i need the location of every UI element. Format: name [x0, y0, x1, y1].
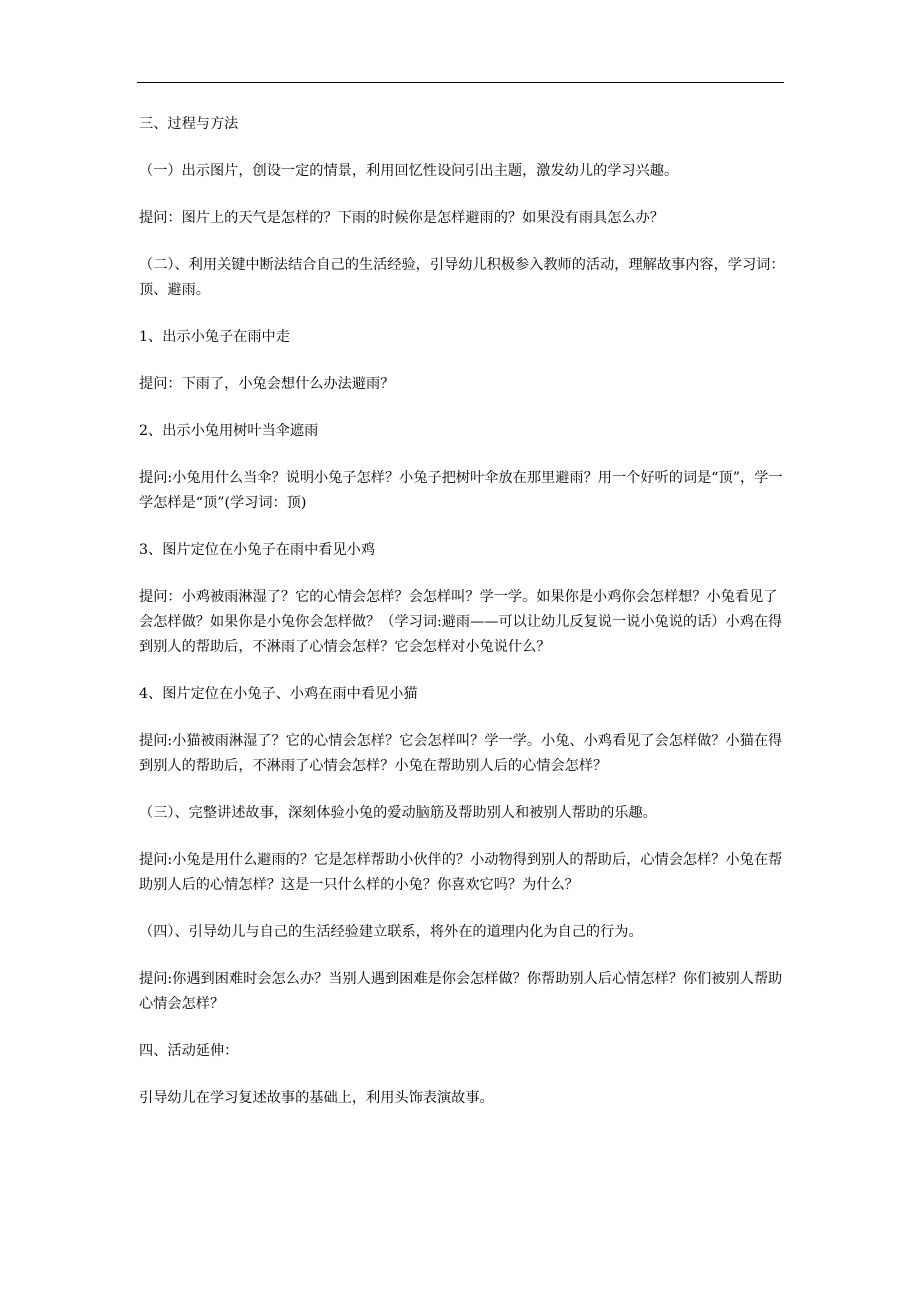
question-paragraph: 提问:小兔用什么当伞？说明小兔子怎样？小兔子把树叶伞放在那里避雨？用一个好听的词是“顶”，学一学怎样是“顶”(学习词：顶)	[139, 470, 783, 511]
paragraph: （三）、完整讲述故事，深刻体验小兔的爱动脑筋及帮助别人和被别人帮助的乐趣。	[139, 805, 657, 821]
paragraph: （二）、利用关键中断法结合自己的生活经验，引导幼儿积极参入教师的活动，理解故事内容，学习词：顶、避雨。	[139, 257, 785, 298]
step-item: 3、图片定位在小兔子在雨中看见小鸡	[139, 542, 376, 558]
step-item: 4、图片定位在小兔子、小鸡在雨中看见小猫	[139, 686, 418, 702]
paragraph: （四）、引导幼儿与自己的生活经验建立联系，将外在的道理内化为自己的行为。	[139, 924, 643, 940]
question-paragraph: 提问:小兔是用什么避雨的？它是怎样帮助小伙伴的？小动物得到别人的帮助后，心情会怎样？小兔在帮助别人后的心情怎样？这是一只什么样的小兔？你喜欢它吗？为什么？	[139, 852, 783, 893]
paragraph: 引导幼儿在学习复述故事的基础上，利用头饰表演故事。	[139, 1090, 494, 1106]
question-paragraph: 提问：小鸡被雨淋湿了？它的心情会怎样？会怎样叫？学一学。如果你是小鸡你会怎样想？小兔看见了会怎样做？如果你是小兔你会怎样做？（学习词:避雨——可以让幼儿反复说一说小兔说的话）小鸡在得到别人的帮助后，不淋雨了心情会怎样？它会怎样对小兔说什么？	[139, 589, 783, 655]
step-item: 1、出示小兔子在雨中走	[139, 329, 290, 345]
header-rule	[137, 82, 784, 83]
question-paragraph: 提问：图片上的天气是怎样的？下雨的时候你是怎样避雨的？如果没有雨具怎么办？	[139, 210, 664, 226]
section-heading-process: 三、过程与方法	[139, 116, 239, 132]
question-paragraph: 提问:小猫被雨淋湿了？它的心情会怎样？它会怎样叫？学一学。小兔、小鸡看见了会怎样做？小猫在得到别人的帮助后，不淋雨了心情会怎样？小兔在帮助别人后的心情会怎样？	[139, 733, 783, 774]
paragraph: （一）出示图片，创设一定的情景，利用回忆性设问引出主题，激发幼儿的学习兴趣。	[139, 163, 679, 179]
document-body	[139, 112, 785, 1133]
step-item: 2、出示小兔用树叶当伞遮雨	[139, 423, 319, 439]
question-paragraph: 提问：下雨了，小兔会想什么办法避雨？	[139, 376, 395, 392]
section-heading-extension: 四、活动延伸：	[139, 1043, 239, 1059]
question-paragraph: 提问:你遇到困难时会怎么办？当别人遇到困难是你会怎样做？你帮助别人后心情怎样？你们被别人帮助心情会怎样？	[139, 971, 783, 1012]
